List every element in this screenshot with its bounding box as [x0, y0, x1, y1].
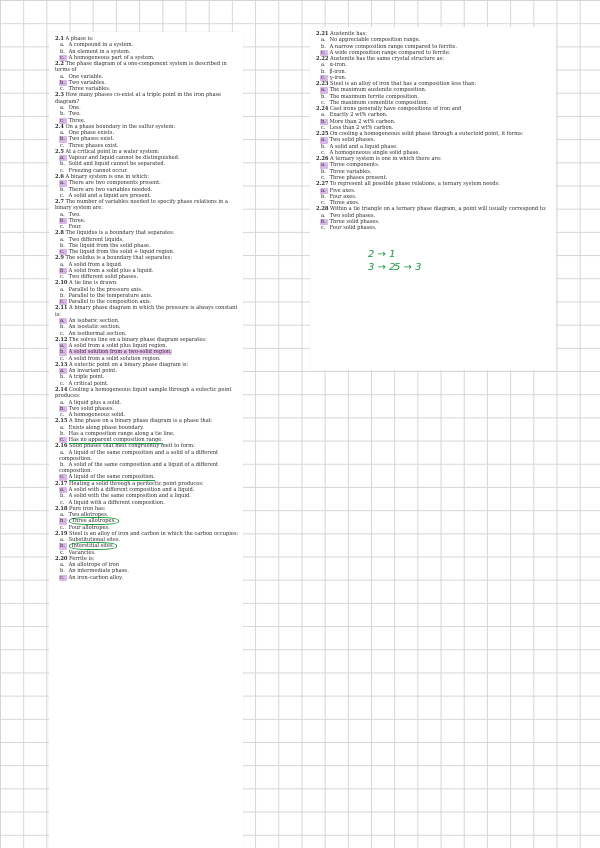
- answer-option: [316, 225, 552, 231]
- option-letter: c.: [59, 249, 67, 255]
- option-text: The maximum cementite composition.: [329, 99, 429, 106]
- question-text: [55, 92, 239, 105]
- question-number: 2.15: [55, 418, 68, 425]
- option-text: An element in a system.: [68, 48, 131, 55]
- option-text: Two solid phases.: [329, 137, 376, 144]
- option-text: Three axes.: [329, 199, 360, 206]
- question-text: [55, 61, 239, 74]
- answer-option: [55, 500, 239, 506]
- question-block: [55, 174, 239, 199]
- question-block: [55, 230, 239, 255]
- option-text: Has no apparent composition range.: [68, 437, 163, 444]
- question-block: [55, 387, 239, 418]
- question-text: [55, 199, 239, 212]
- option-text: α-iron.: [329, 62, 347, 69]
- option-text: Four solid phases.: [329, 224, 377, 231]
- option-text: Two.: [68, 211, 81, 218]
- option-text: Three components.: [329, 162, 380, 169]
- option-letter: a.: [60, 399, 65, 406]
- option-text: Exists along phase boundary.: [68, 424, 144, 431]
- option-letter: a.: [60, 424, 65, 431]
- option-letter: b.: [320, 219, 328, 225]
- option-text: Freezing cannot occur.: [68, 167, 128, 174]
- option-letter: a.: [60, 512, 65, 519]
- option-text: A solid from a solid plus liquid region.: [68, 343, 168, 350]
- option-letter: c.: [59, 299, 67, 305]
- option-text: An isothermal section.: [68, 330, 127, 337]
- option-text: Two different liquids.: [68, 236, 124, 243]
- option-letter: c.: [321, 224, 326, 231]
- option-letter: a.: [60, 562, 65, 569]
- answer-option: [316, 150, 552, 156]
- option-letter: a.: [60, 42, 65, 49]
- option-text: A narrow composition range compared to ferrite.: [329, 43, 457, 50]
- option-letter: b.: [59, 349, 67, 355]
- question-stem: The liquidus is a boundary that separates:: [65, 230, 175, 237]
- question-stem: The solidus is a boundary that separates:: [65, 255, 172, 262]
- question-number: 2.25: [316, 131, 329, 138]
- option-letter: b.: [321, 43, 326, 50]
- question-block: [55, 337, 239, 362]
- question-block: [55, 362, 239, 387]
- option-letter: a.: [320, 137, 328, 143]
- option-letter: c.: [60, 549, 65, 556]
- option-text: A solid from a solid plus a liquid.: [68, 267, 154, 274]
- question-block: [55, 149, 239, 174]
- question-number: 2.26: [316, 156, 329, 163]
- option-letter: a.: [320, 87, 328, 93]
- option-text: Two variables.: [68, 80, 107, 87]
- answer-option: [316, 100, 552, 106]
- question-block: [55, 61, 239, 92]
- option-text: A liquid plus a solid.: [68, 399, 122, 406]
- question-block: [55, 124, 239, 149]
- option-letter: a.: [59, 318, 67, 324]
- option-text: The liquid from the solid + liquid region.: [68, 249, 175, 256]
- option-letter: b.: [60, 161, 65, 168]
- option-text: Exactly 2 wt% carbon.: [329, 112, 388, 119]
- option-text: Three variables.: [329, 168, 372, 175]
- option-text: Three phases present.: [329, 174, 388, 181]
- question-stem: Ferrite is:: [69, 555, 95, 562]
- question-block: [55, 443, 239, 480]
- question-number: 2.4: [55, 123, 64, 130]
- question-block: [316, 81, 552, 106]
- question-stem: Solid phases that melt congruently melt to form:: [69, 443, 195, 450]
- question-number: 2.17: [55, 480, 68, 487]
- option-text: One.: [68, 105, 81, 112]
- question-number: 2.11: [55, 305, 68, 312]
- question-block: [316, 31, 552, 56]
- question-stem: A binary system is one in which:: [65, 173, 150, 180]
- option-text: Parallel to the temperature axis.: [68, 292, 153, 299]
- option-letter: a.: [60, 261, 65, 268]
- option-text: Parallel to the composition axis.: [68, 299, 152, 306]
- option-letter: c.: [320, 50, 328, 56]
- question-stem: On cooling a homogeneous solid phase through a eutectoid point, it forms:: [330, 131, 524, 138]
- handwritten-note-right: 5 → 3: [394, 262, 422, 273]
- question-stem: A ternary system is one in which there are:: [330, 156, 442, 163]
- option-text: The liquid from the solid phase.: [68, 242, 151, 249]
- question-stem: Austenite has:: [330, 31, 367, 37]
- question-stem: Heating a solid through a peritectic point produces:: [69, 480, 204, 487]
- question-stem: The number of variables needed to specify phase relations in a binary system are:: [55, 198, 228, 212]
- option-letter: b.: [321, 143, 326, 150]
- option-letter: b.: [60, 292, 65, 299]
- question-block: [316, 56, 552, 81]
- question-number: 2.13: [55, 361, 68, 368]
- question-block: [55, 199, 239, 230]
- option-text: Three.: [68, 117, 86, 124]
- answer-option: [55, 331, 239, 337]
- answer-option: [55, 550, 239, 556]
- question-block: [316, 131, 552, 156]
- question-number: 2.8: [55, 230, 64, 237]
- option-letter: b.: [60, 462, 65, 469]
- option-letter: a.: [60, 130, 65, 137]
- option-letter: a.: [60, 211, 65, 218]
- answer-option: [55, 525, 239, 531]
- question-number: 2.1: [55, 36, 64, 42]
- option-letter: a.: [60, 286, 65, 293]
- option-text: There are two variables needed.: [68, 186, 153, 193]
- option-letter: c.: [321, 149, 326, 156]
- option-text: Three variables.: [68, 86, 111, 93]
- answer-option: [55, 381, 239, 387]
- option-letter: b.: [59, 268, 67, 274]
- option-letter: b.: [59, 518, 67, 524]
- answer-option: [55, 143, 239, 149]
- answer-option: [316, 50, 552, 56]
- option-letter: c.: [321, 99, 326, 106]
- option-text: Five axes.: [329, 187, 356, 194]
- option-text: An isostatic section.: [68, 324, 121, 331]
- question-stem: Cooling a homogeneous liquid sample through a eutectic point produces:: [55, 386, 232, 400]
- answer-option: [55, 299, 239, 305]
- option-text: A liquid with a different composition.: [68, 499, 165, 506]
- option-text: Vacancies.: [68, 549, 96, 556]
- question-stem: How many phases co-exist at a triple point in the iron phase diagram?: [55, 92, 222, 105]
- option-text: Three.: [68, 217, 86, 224]
- option-letter: a.: [60, 236, 65, 243]
- option-text: Substitutional sites.: [68, 537, 121, 544]
- option-letter: b.: [60, 568, 65, 575]
- option-text: Two phases exist.: [68, 136, 115, 143]
- question-number: 2.28: [316, 206, 329, 213]
- question-stem: A eutectic point on a binary phase diagram is:: [69, 361, 189, 368]
- answer-option: [316, 200, 552, 206]
- option-text: Interstitial sites.: [69, 542, 118, 550]
- option-text: A solid and a liquid phase.: [329, 143, 398, 150]
- question-number: 2.20: [55, 555, 68, 562]
- option-letter: c.: [321, 199, 326, 206]
- answer-option: [55, 450, 239, 462]
- option-letter: a.: [59, 343, 67, 349]
- question-block: [55, 36, 239, 61]
- answer-option: [55, 168, 239, 174]
- option-text: β-iron.: [329, 68, 347, 75]
- answer-option: [55, 412, 239, 418]
- answer-option: [55, 224, 239, 230]
- option-letter: b.: [320, 119, 328, 125]
- option-text: A solid with a different composition and a liquid.: [68, 487, 195, 494]
- question-stem: The phase diagram of a one-component system is described in terms of: [55, 61, 227, 74]
- answer-option: [55, 86, 239, 92]
- option-text: A liquid of the same composition and a solid of a different composition.: [59, 449, 219, 462]
- question-number: 2.14: [55, 386, 68, 393]
- option-letter: a.: [60, 449, 65, 456]
- option-text: Two different solid phases.: [68, 274, 139, 281]
- handwritten-note-left: 3 → 2: [368, 262, 396, 273]
- option-text: γ-iron.: [329, 74, 347, 81]
- option-text: Two solid phases.: [68, 405, 115, 412]
- option-text: Solid and liquid cannot be separated.: [68, 161, 166, 168]
- question-number: 2.16: [55, 443, 68, 450]
- question-number: 2.18: [55, 505, 68, 512]
- option-letter: c.: [60, 330, 65, 337]
- left-question-column: [55, 36, 239, 581]
- question-block: [55, 556, 239, 581]
- question-number: 2.12: [55, 336, 68, 343]
- option-letter: c.: [60, 274, 65, 281]
- option-letter: a.: [59, 180, 67, 186]
- option-text: A solid from a liquid.: [68, 261, 123, 268]
- option-text: A homogeneous solid.: [68, 412, 126, 419]
- answer-option: [316, 125, 552, 131]
- option-text: A solid with the same composition and a liquid.: [68, 493, 191, 500]
- option-letter: b.: [60, 493, 65, 500]
- option-text: A triple point.: [68, 374, 105, 381]
- option-text: One variable.: [68, 73, 104, 80]
- option-letter: b.: [60, 242, 65, 249]
- option-letter: a.: [320, 188, 328, 194]
- option-letter: c.: [60, 224, 65, 231]
- question-stem: On a phase boundary in the sulfur system:: [65, 123, 176, 130]
- option-letter: a.: [59, 368, 67, 374]
- question-stem: Steel is an alloy of iron and carbon in which the carbon occupies:: [69, 530, 239, 537]
- question-block: [316, 206, 552, 231]
- option-letter: b.: [60, 48, 65, 55]
- option-text: A solid from a solid solution region.: [68, 355, 161, 362]
- answer-option: [316, 75, 552, 81]
- answer-option: [55, 274, 239, 280]
- option-text: Two.: [68, 111, 81, 118]
- option-text: A solid solution from a two-solid region.: [68, 349, 172, 356]
- question-block: [316, 106, 552, 131]
- option-letter: a.: [60, 73, 65, 80]
- question-block: [55, 92, 239, 123]
- question-number: 2.9: [55, 255, 64, 262]
- option-letter: c.: [59, 437, 67, 443]
- option-letter: a.: [60, 105, 65, 112]
- option-text: An isobaric section.: [68, 318, 120, 325]
- option-text: Three phases exist.: [68, 142, 119, 149]
- question-stem: A tie line is drawn:: [69, 280, 118, 287]
- right-page-scan: [310, 27, 556, 370]
- option-text: A compound in a system.: [68, 42, 134, 49]
- option-text: The maximum austenite composition.: [329, 87, 427, 94]
- option-text: Two solid phases.: [329, 212, 376, 219]
- option-letter: c.: [320, 75, 328, 81]
- question-number: 2.24: [316, 106, 329, 113]
- question-block: [55, 531, 239, 556]
- answer-option: [55, 118, 239, 124]
- option-letter: c.: [59, 474, 67, 480]
- option-text: There are two components present.: [68, 180, 161, 187]
- question-number: 2.23: [316, 81, 329, 88]
- answer-option: [55, 462, 239, 474]
- option-letter: a.: [321, 37, 326, 44]
- option-text: A homogeneous part of a system.: [68, 54, 155, 61]
- option-letter: a.: [59, 155, 67, 161]
- option-text: Has a composition range along a tie line.: [68, 430, 175, 437]
- option-text: An invariant point.: [68, 368, 117, 375]
- option-letter: b.: [59, 406, 67, 412]
- option-letter: b.: [60, 324, 65, 331]
- option-letter: c.: [59, 118, 67, 124]
- question-number: 2.3: [55, 92, 64, 99]
- option-text: A solid of the same composition and a liquid of a different composition.: [59, 462, 219, 475]
- option-letter: c.: [60, 142, 65, 149]
- question-block: [55, 481, 239, 506]
- question-block: [55, 506, 239, 531]
- option-letter: a.: [321, 112, 326, 119]
- question-text: [55, 387, 239, 400]
- question-text: [55, 305, 239, 318]
- handwritten-note-top: 2 → 1: [368, 249, 396, 260]
- option-letter: a.: [320, 162, 328, 168]
- option-letter: c.: [321, 124, 326, 131]
- question-stem: Steel is an alloy of iron that has a composition less than:: [330, 81, 477, 88]
- option-text: Parallel to the pressure axis.: [68, 286, 143, 293]
- answer-option: [55, 575, 239, 581]
- option-letter: b.: [59, 136, 67, 142]
- question-number: 2.10: [55, 280, 68, 287]
- question-stem: The solvus line on a binary phase diagram separates:: [69, 336, 207, 343]
- option-letter: b.: [321, 193, 326, 200]
- option-text: A liquid of the same composition.: [68, 474, 155, 481]
- option-letter: b.: [321, 168, 326, 175]
- option-text: Three solid phases.: [329, 218, 380, 225]
- option-text: Vapour and liquid cannot be distinguished.: [68, 155, 180, 162]
- option-letter: b.: [60, 111, 65, 118]
- option-letter: c.: [60, 412, 65, 419]
- option-text: The maximum ferrite composition.: [329, 93, 419, 100]
- option-text: Two allotropes.: [68, 512, 109, 519]
- question-stem: To represent all possible phase relations, a ternary system needs:: [330, 181, 500, 188]
- option-text: A homogeneous single solid phase.: [329, 149, 421, 156]
- option-text: Three allotropes.: [69, 517, 119, 525]
- option-text: One phase exists.: [68, 130, 114, 137]
- option-text: An intermediate phase.: [68, 568, 129, 575]
- answer-option: [55, 193, 239, 199]
- option-letter: b.: [60, 186, 65, 193]
- option-letter: b.: [59, 543, 67, 549]
- option-text: More than 2 wt% carbon.: [329, 118, 396, 125]
- answer-option: [55, 474, 239, 480]
- option-letter: c.: [60, 355, 65, 362]
- question-stem: Within a tie triangle on a ternary phase diagram, a point will usually correspond to:: [330, 206, 547, 213]
- answer-option: [55, 437, 239, 443]
- question-number: 2.6: [55, 173, 64, 180]
- question-stem: Cast irons generally have compositions of iron and: [330, 106, 462, 113]
- option-letter: c.: [60, 499, 65, 506]
- option-letter: c.: [321, 174, 326, 181]
- option-letter: a.: [60, 537, 65, 544]
- option-text: An iron–carbon alloy.: [68, 574, 123, 581]
- answer-option: [316, 175, 552, 181]
- option-letter: a.: [321, 212, 326, 219]
- question-block: [55, 280, 239, 305]
- option-letter: b.: [60, 374, 65, 381]
- option-letter: a.: [59, 487, 67, 493]
- question-block: [55, 255, 239, 280]
- option-letter: b.: [59, 80, 67, 86]
- question-block: [316, 181, 552, 206]
- option-letter: c.: [60, 524, 65, 531]
- option-letter: c.: [59, 575, 67, 581]
- option-letter: b.: [321, 68, 326, 75]
- option-letter: b.: [60, 430, 65, 437]
- option-text: An allotrope of iron: [68, 562, 119, 569]
- right-question-column: [316, 31, 552, 231]
- question-block: [55, 418, 239, 443]
- question-stem: A phase is:: [65, 36, 94, 42]
- option-letter: a.: [321, 62, 326, 69]
- question-number: 2.7: [55, 198, 64, 205]
- option-text: Less than 2 wt% carbon.: [329, 124, 394, 131]
- question-number: 2.5: [55, 148, 64, 155]
- option-text: Four allotropes.: [68, 524, 110, 531]
- option-letter: c.: [60, 192, 65, 199]
- option-text: A critical point.: [68, 380, 109, 387]
- option-letter: c.: [60, 86, 65, 93]
- option-letter: b.: [321, 93, 326, 100]
- question-stem: A binary phase diagram in which the pressure is always constant is:: [55, 305, 238, 318]
- option-letter: c.: [59, 55, 67, 61]
- left-page-scan: [49, 32, 243, 848]
- option-text: A wide composition range compared to ferrite.: [329, 49, 451, 56]
- question-number: 2.27: [316, 181, 329, 188]
- question-number: 2.22: [316, 56, 329, 63]
- question-number: 2.21: [316, 31, 329, 37]
- answer-option: [55, 249, 239, 255]
- question-block: [316, 156, 552, 181]
- question-block: [55, 305, 239, 336]
- question-stem: At a critical point in a water system:: [65, 148, 160, 155]
- option-letter: b.: [59, 218, 67, 224]
- question-stem: Pure iron has:: [69, 505, 106, 512]
- question-stem: A line phase on a binary phase diagram is a phase that:: [69, 418, 213, 425]
- question-number: 2.19: [55, 530, 68, 537]
- option-text: A solid and a liquid are present.: [68, 192, 152, 199]
- option-text: Four axes.: [329, 193, 357, 200]
- option-text: Four.: [68, 224, 82, 231]
- option-letter: c.: [60, 167, 65, 174]
- answer-option: [55, 55, 239, 61]
- option-text: No appreciable composition range.: [329, 37, 421, 44]
- question-stem: Austenite has the same crystal structure as:: [330, 56, 444, 63]
- question-number: 2.2: [55, 61, 64, 68]
- answer-option: [55, 356, 239, 362]
- option-letter: c.: [60, 380, 65, 387]
